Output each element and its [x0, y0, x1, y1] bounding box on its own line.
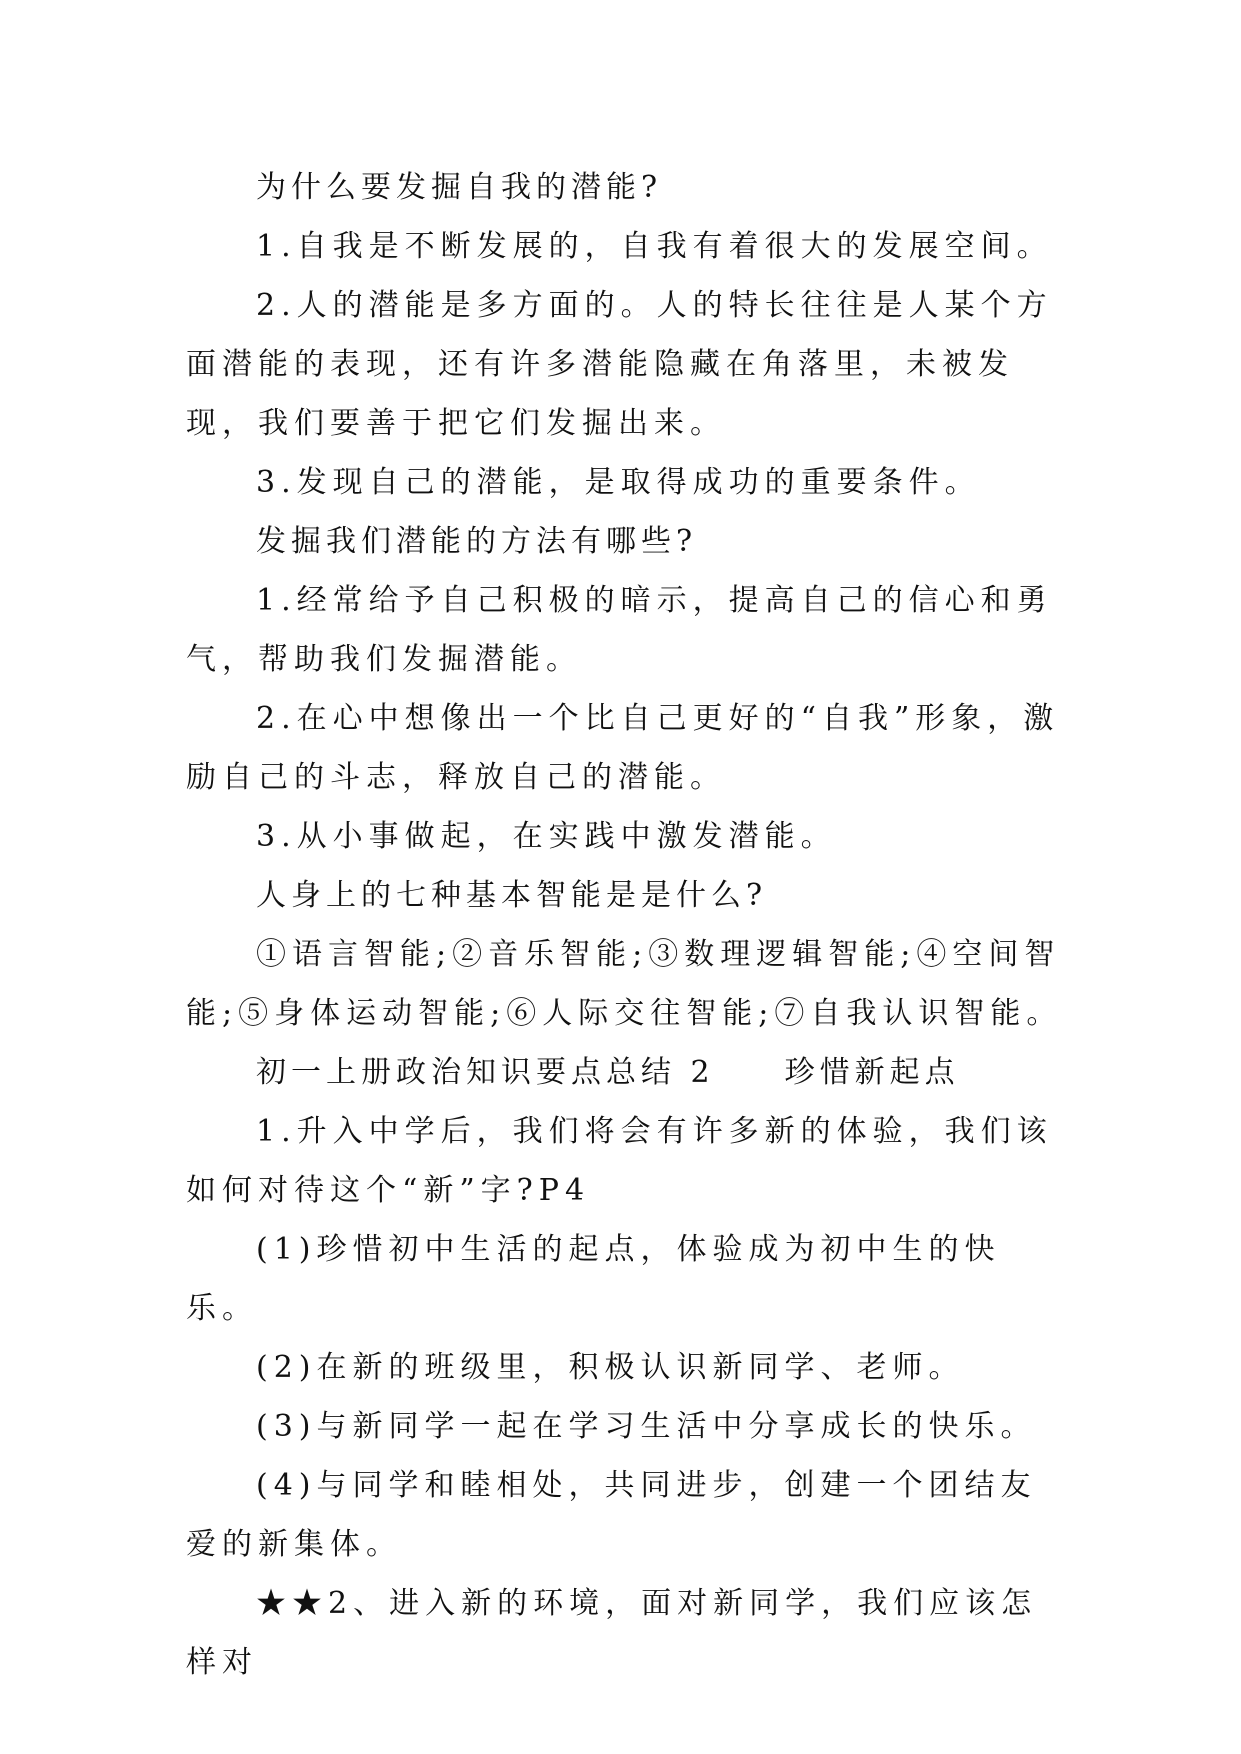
new-start-question: 1.升入中学后，我们将会有许多新的体验，我们该如何对待这个“新”字?P4: [186, 1114, 1053, 1208]
starred-question: ★★2、进入新的环境，面对新同学，我们应该怎样对: [186, 1586, 1038, 1680]
method-item-1: 1.经常给予自己积极的暗示，提高自己的信心和勇气，帮助我们发掘潜能。: [186, 583, 1053, 677]
method-item-2: 2.在心中想像出一个比自己更好的“自我”形象，激励自己的斗志，释放自己的潜能。: [186, 701, 1060, 795]
question-heading-why-develop-potential: 为什么要发掘自我的潜能?: [256, 170, 663, 205]
answer-item-1: 1.自我是不断发展的，自我有着很大的发展空间。: [256, 229, 1053, 264]
question-heading-seven-intelligences: 人身上的七种基本智能是是什么?: [256, 878, 768, 913]
new-start-point-3: (3)与新同学一起在学习生活中分享成长的快乐。: [256, 1409, 1037, 1444]
new-start-point-1: (1)珍惜初中生活的起点，体验成为初中生的快乐。: [186, 1232, 1001, 1326]
section-title: 初一上册政治知识要点总结 2 珍惜新起点: [256, 1055, 960, 1090]
intelligence-list: ①语言智能;②音乐智能;③数理逻辑智能;④空间智能;⑤身体运动智能;⑥人际交往智能;⑦自我认识智能。: [186, 937, 1063, 1031]
question-heading-methods: 发掘我们潜能的方法有哪些?: [256, 524, 698, 559]
answer-item-2: 2.人的潜能是多方面的。人的特长往往是人某个方面潜能的表现，还有许多潜能隐藏在角落里，未被发现，我们要善于把它们发掘出来。: [186, 288, 1053, 441]
answer-item-3: 3.发现自己的潜能，是取得成功的重要条件。: [256, 465, 981, 500]
document-body: [186, 158, 1066, 1692]
new-start-point-4: (4)与同学和睦相处，共同进步，创建一个团结友爱的新集体。: [186, 1468, 1037, 1562]
new-start-point-2: (2)在新的班级里，积极认识新同学、老师。: [256, 1350, 965, 1385]
method-item-3: 3.从小事做起，在实践中激发潜能。: [256, 819, 837, 854]
